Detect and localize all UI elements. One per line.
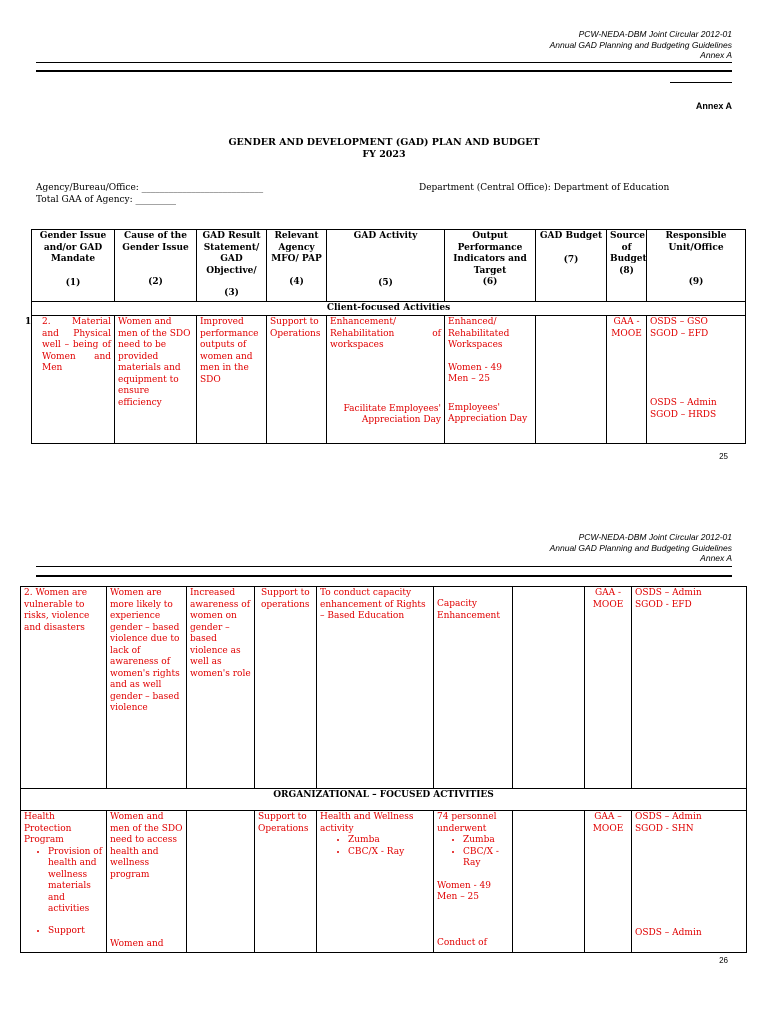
cell-source: GAA - MOOE <box>607 316 647 444</box>
cell-source: GAA - MOOE <box>585 587 632 789</box>
cell-activity: Enhancement/ Rehabilitation of workspaces Facilitate Employees' Appreciation Day <box>327 316 445 444</box>
cell-activity: Health and Wellness activity • Zumba • CBC/X - Ray <box>317 811 434 953</box>
header-rule-thick <box>36 70 732 72</box>
header-rule <box>36 566 732 567</box>
table-row <box>21 811 747 953</box>
col-header: Responsible Unit/Office (9) <box>647 230 746 302</box>
cell-issue: 2. Women are vulnerable to risks, violence and disasters <box>21 587 107 789</box>
list-item: • CBC/X - Ray <box>463 847 509 870</box>
cell-issue: Health Protection Program • Provision of health and wellness materials and activities • Support <box>21 811 107 953</box>
col-header: GAD Result Statement/ GAD Objective/ (3) <box>197 230 267 302</box>
cell-result: Improved performance outputs of women and men in the SDO <box>197 316 267 444</box>
page1-header <box>550 29 732 61</box>
col-header: Cause of the Gender Issue (2) <box>115 230 197 302</box>
col-header: Relevant Agency MFO/ PAP (4) <box>267 230 327 302</box>
gad-table-page1 <box>25 229 746 444</box>
cell-pap: Support to Operations <box>267 316 327 444</box>
cell-budget <box>513 811 585 953</box>
cell-office: OSDS – Admin SGOD - EFD <box>632 587 747 789</box>
cell-pap: Support to operations <box>255 587 317 789</box>
agency-info <box>36 182 263 206</box>
title-line2: FY 2023 <box>362 148 406 160</box>
cell-budget <box>536 316 607 444</box>
document-title <box>0 137 768 160</box>
list-item: • Zumba <box>348 835 430 847</box>
col-header: GAD Budget (7) <box>536 230 607 302</box>
section-label: Client-focused Activities <box>32 301 746 316</box>
cell-office: OSDS – GSO SGOD – EFD OSDS – Admin SGOD – HRDS <box>647 316 746 444</box>
cell-result <box>187 811 255 953</box>
total-gaa-field: Total GAA of Agency: _________ <box>36 195 177 205</box>
list-item: • Zumba <box>463 835 509 847</box>
header-line1: PCW-NEDA-DBM Joint Circular 2012-01 <box>578 532 732 542</box>
title-line1: GENDER AND DEVELOPMENT (GAD) PLAN AND BUDGET <box>228 137 540 148</box>
short-rule <box>670 82 732 83</box>
header-line1: PCW-NEDA-DBM Joint Circular 2012-01 <box>578 29 732 39</box>
cell-result: Increased awareness of women on gender – based violence as well as women's role <box>187 587 255 789</box>
header-line3: Annex A <box>700 50 732 60</box>
header-rule <box>36 62 732 63</box>
section-row <box>21 789 747 811</box>
table-row <box>21 587 747 789</box>
col-header: Source of Budget (8) <box>607 230 647 302</box>
cell-issue: 1 2. Material and Physical well – being of Women and Men <box>32 316 115 444</box>
cell-pap: Support to Operations <box>255 811 317 953</box>
cell-cause: Women and men of the SDO need to be provided materials and equipment to ensure efficiency <box>115 316 197 444</box>
list-item: • Support <box>48 926 103 938</box>
header-rule-thick <box>36 575 732 577</box>
cell-output: Capacity Enhancement <box>434 587 513 789</box>
table-row <box>32 316 746 444</box>
page-number: 26 <box>719 956 728 965</box>
table-header-row <box>32 230 746 302</box>
cell-cause: Women and men of the SDO need to access health and wellness program Women and <box>107 811 187 953</box>
cell-cause: Women are more likely to experience gender – based violence due to lack of awareness of women's rights and as well gender – based violence <box>107 587 187 789</box>
page2-header <box>550 532 732 564</box>
page-number: 25 <box>719 452 728 461</box>
gad-table-page2 <box>20 586 747 953</box>
col-header: Gender Issue and/or GAD Mandate (1) <box>32 230 115 302</box>
col-header: GAD Activity (5) <box>327 230 445 302</box>
header-line2: Annual GAD Planning and Budgeting Guidelines <box>549 39 732 50</box>
cell-source: GAA – MOOE <box>585 811 632 953</box>
row-index: 1 <box>25 317 32 327</box>
section-row <box>32 301 746 316</box>
cell-activity: To conduct capacity enhancement of Rights – Based Education <box>317 587 434 789</box>
agency-field: Agency/Bureau/Office: ___________________________ <box>36 183 264 193</box>
header-line3: Annex A <box>700 553 732 563</box>
list-item: • CBC/X - Ray <box>348 847 430 859</box>
header-line2: Annual GAD Planning and Budgeting Guidelines <box>549 542 732 553</box>
annex-label: Annex A <box>695 101 732 111</box>
col-header: Output Performance Indicators and Target (6) <box>445 230 536 302</box>
list-item: • Provision of health and wellness materials and activities <box>48 847 103 916</box>
cell-budget <box>513 587 585 789</box>
department-field: Department (Central Office): Department of Education <box>419 183 670 193</box>
section-label: ORGANIZATIONAL – FOCUSED ACTIVITIES <box>21 789 747 811</box>
cell-output: Enhanced/ Rehabilitated Workspaces Women - 49 Men – 25 Employees' Appreciation Day <box>445 316 536 444</box>
cell-output: 74 personnel underwent • Zumba • CBC/X - Ray Women - 49 Men – 25 Conduct of <box>434 811 513 953</box>
cell-office: OSDS – Admin SGOD - SHN OSDS – Admin <box>632 811 747 953</box>
